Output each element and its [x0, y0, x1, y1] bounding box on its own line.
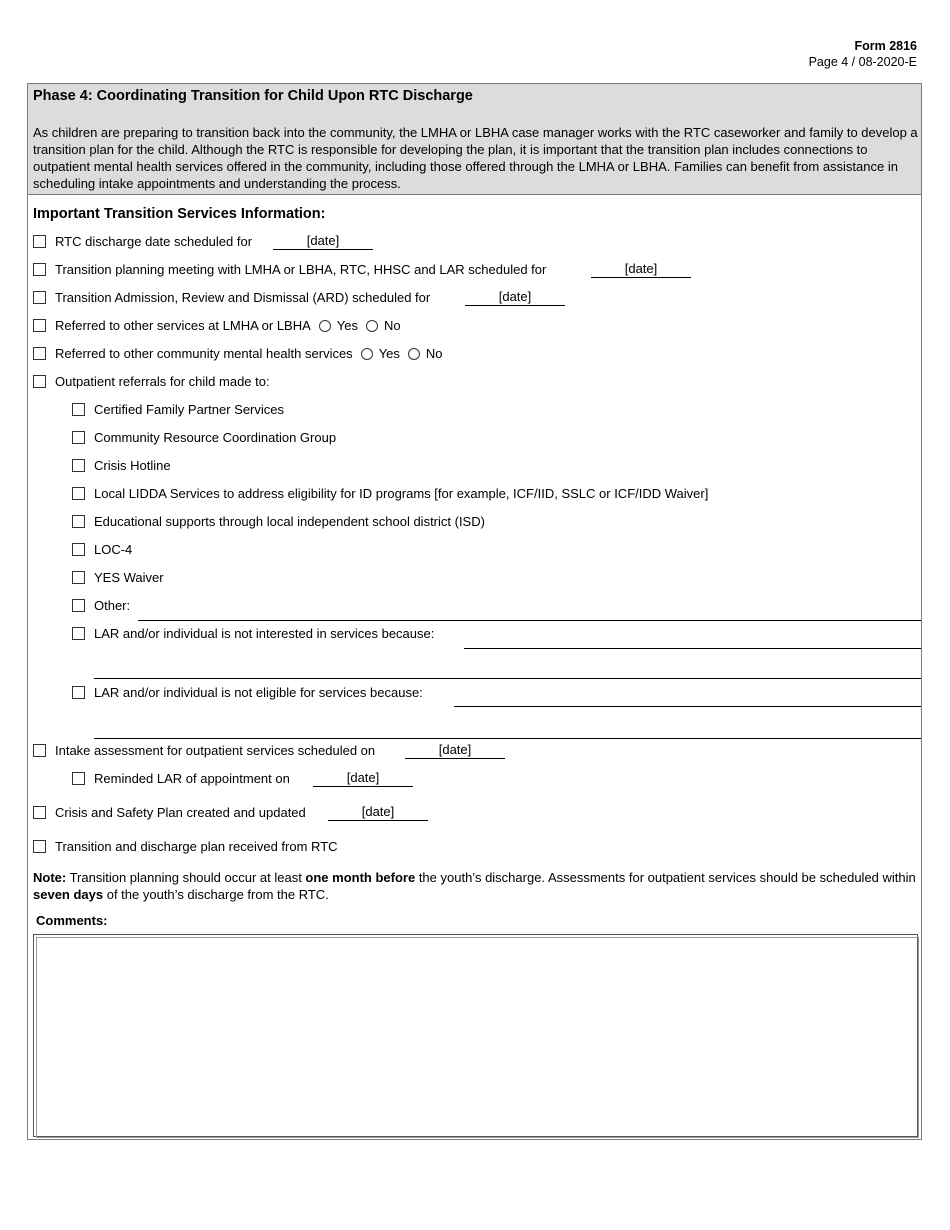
phase-banner — [28, 84, 921, 195]
referred-lmha-yes-label: Yes — [336, 318, 358, 333]
not-eligible-input-line[interactable] — [454, 706, 921, 707]
referral-checkbox[interactable] — [72, 403, 85, 416]
referral-label: Crisis Hotline — [94, 458, 171, 473]
referred-community-yes-label: Yes — [378, 346, 400, 361]
comments-textarea[interactable] — [36, 937, 919, 1138]
section-title: Important Transition Services Information: — [33, 206, 326, 222]
referred-lmha-no-label: No — [384, 318, 401, 333]
referral-checkbox[interactable] — [72, 571, 85, 584]
not-interested-input-line-2[interactable] — [94, 678, 921, 679]
transition-meeting-date-field[interactable]: [date] — [591, 261, 691, 278]
form-header — [809, 38, 917, 70]
crisis-plan-checkbox[interactable] — [33, 806, 46, 819]
not-interested-label: LAR and/or individual is not interested in services because: — [94, 626, 435, 641]
other-input-line[interactable] — [138, 620, 921, 621]
reminded-date-field[interactable]: [date] — [313, 770, 413, 787]
referred-community-no-label: No — [425, 346, 443, 361]
referral-label: Community Resource Coordination Group — [94, 430, 337, 445]
other-checkbox[interactable] — [72, 599, 85, 612]
crisis-plan-date-field[interactable]: [date] — [328, 804, 428, 821]
intake-checkbox[interactable] — [33, 744, 46, 757]
plan-received-checkbox[interactable] — [33, 840, 46, 853]
intake-date-field[interactable]: [date] — [405, 742, 505, 759]
not-interested-checkbox[interactable] — [72, 627, 85, 640]
referral-checkbox[interactable] — [72, 487, 85, 500]
not-eligible-label: LAR and/or individual is not eligible for services because: — [94, 685, 423, 700]
referral-label: YES Waiver — [94, 570, 164, 585]
outpatient-checkbox[interactable] — [33, 375, 46, 388]
referred-lmha-checkbox[interactable] — [33, 319, 46, 332]
not-interested-input-line[interactable] — [464, 648, 921, 649]
rtc-discharge-label: RTC discharge date scheduled for — [55, 234, 253, 249]
note-prefix: Note: — [33, 870, 67, 885]
referred-community-checkbox[interactable] — [33, 347, 46, 360]
ard-date-field[interactable]: [date] — [465, 289, 565, 306]
comments-box — [33, 934, 918, 1137]
plan-received-label: Transition and discharge plan received from RTC — [55, 839, 338, 854]
referral-checkbox[interactable] — [72, 543, 85, 556]
page-info: Page 4 / 08-2020-E — [808, 55, 917, 69]
comments-label: Comments: — [36, 913, 108, 928]
phase-description: As children are preparing to transition back into the community, the LMHA or LBHA case manager works with the RTC caseworker and family to develop a transition plan for the child. Although the RTC is responsible for developing the plan, it is important that the transition plan includes connections to outpatient mental health services offered in the community, including those offered through the LMHA or LBHA. Families can benefit from assistance in scheduling intake appointments and understanding the process. — [33, 125, 918, 191]
referral-label: Certified Family Partner Services — [94, 402, 284, 417]
ard-label: Transition Admission, Review and Dismissal (ARD) scheduled for — [55, 290, 431, 305]
referral-label: LOC-4 — [94, 542, 133, 557]
reminded-label: Reminded LAR of appointment on — [94, 771, 290, 786]
referral-checkbox[interactable] — [72, 459, 85, 472]
reminded-checkbox[interactable] — [72, 772, 85, 785]
ard-checkbox[interactable] — [33, 291, 46, 304]
not-eligible-checkbox[interactable] — [72, 686, 85, 699]
form-number: Form 2816 — [854, 39, 917, 53]
referral-label: Local LIDDA Services to address eligibility for ID programs [for example, ICF/IID, SSLC or ICF/IDD Waiver] — [94, 486, 709, 501]
rtc-discharge-checkbox[interactable] — [33, 235, 46, 248]
referred-lmha-yes-radio[interactable] — [319, 320, 331, 332]
referral-checkbox[interactable] — [72, 431, 85, 444]
rtc-discharge-date-field[interactable]: [date] — [273, 233, 373, 250]
not-eligible-input-line-2[interactable] — [94, 738, 921, 739]
referral-checkbox[interactable] — [72, 515, 85, 528]
referred-lmha-no-radio[interactable] — [366, 320, 378, 332]
crisis-plan-label: Crisis and Safety Plan created and updated — [55, 805, 306, 820]
referred-lmha-label: Referred to other services at LMHA or LBHA — [55, 318, 311, 333]
transition-meeting-label: Transition planning meeting with LMHA or LBHA, RTC, HHSC and LAR scheduled for — [55, 262, 547, 277]
outpatient-label: Outpatient referrals for child made to: — [55, 374, 270, 389]
referred-community-label: Referred to other community mental health services — [55, 346, 353, 361]
referral-label: Educational supports through local independent school district (ISD) — [94, 514, 485, 529]
other-label: Other: — [94, 598, 131, 613]
phase-title: Phase 4: Coordinating Transition for Child Upon RTC Discharge — [33, 88, 473, 104]
intake-label: Intake assessment for outpatient services scheduled on — [55, 743, 376, 758]
referred-community-yes-radio[interactable] — [361, 348, 373, 360]
transition-meeting-checkbox[interactable] — [33, 263, 46, 276]
note-paragraph: Note: Transition planning should occur at least one month before the youth’s discharge. Assessments for outpatient services should be scheduled within seven days of the youth’s discharge from the RTC. — [33, 870, 916, 902]
form-frame — [27, 83, 922, 1140]
referred-community-no-radio[interactable] — [408, 348, 420, 360]
